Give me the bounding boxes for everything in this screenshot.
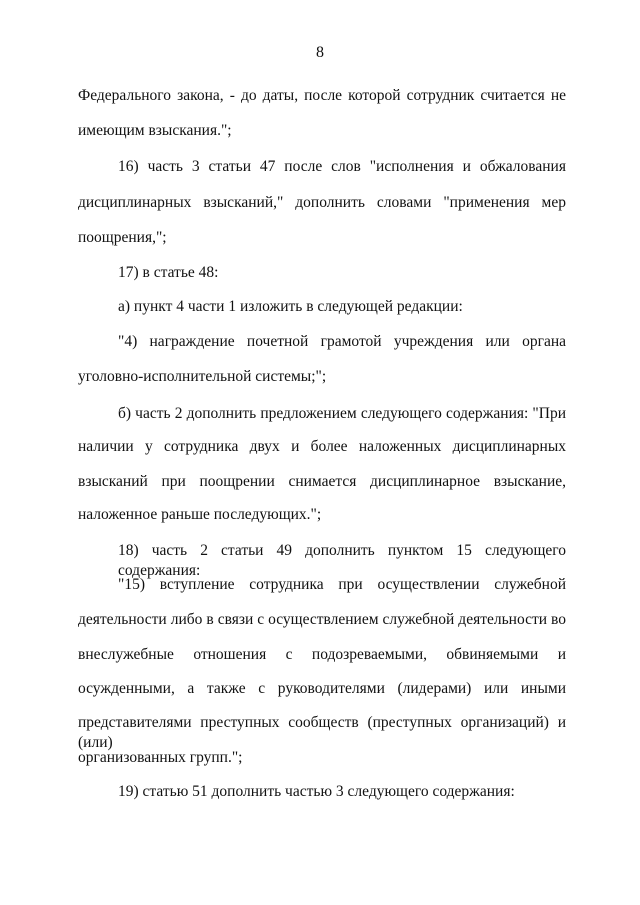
text-line: поощрения,"; <box>78 229 167 246</box>
text-line: "4) награждение почетной грамотой учреждения или органа <box>118 333 566 350</box>
text-line: Федерального закона, - до даты, после которой сотрудник считается не <box>78 87 566 104</box>
text-line: 18) часть 2 статьи 49 дополнить пунктом 15 следующего содержания: <box>118 542 566 579</box>
text-line: 17) в статье 48: <box>118 264 219 281</box>
text-line: а) пункт 4 части 1 изложить в следующей редакции: <box>118 298 463 315</box>
text-line: наложенное раньше последующих."; <box>78 506 322 523</box>
text-line: деятельности либо в связи с осуществлением служебной деятельности во <box>78 611 566 628</box>
text-line: 16) часть 3 статьи 47 после слов "исполнения и обжалования <box>118 158 566 175</box>
page-number: 8 <box>316 44 324 61</box>
text-line: уголовно-исполнительной системы;"; <box>78 368 327 385</box>
text-line: организованных групп."; <box>78 749 243 766</box>
text-line: б) часть 2 дополнить предложением следующего содержания: "При <box>118 405 566 422</box>
text-line: 19) статью 51 дополнить частью 3 следующего содержания: <box>118 783 515 800</box>
text-line: наличии у сотрудника двух и более наложенных дисциплинарных <box>78 438 566 455</box>
text-line: "15) вступление сотрудника при осуществлении служебной <box>118 576 566 593</box>
text-line: имеющим взыскания."; <box>78 122 232 139</box>
text-line: взысканий при поощрении снимается дисциплинарное взыскание, <box>78 473 566 490</box>
text-line: представителями преступных сообществ (преступных организаций) и (или) <box>78 714 566 751</box>
text-line: дисциплинарных взысканий," дополнить словами "применения мер <box>78 194 566 211</box>
text-line: осужденными, а также с руководителями (лидерами) или иными <box>78 680 566 697</box>
text-line: внеслужебные отношения с подозреваемыми, обвиняемыми и <box>78 646 566 663</box>
